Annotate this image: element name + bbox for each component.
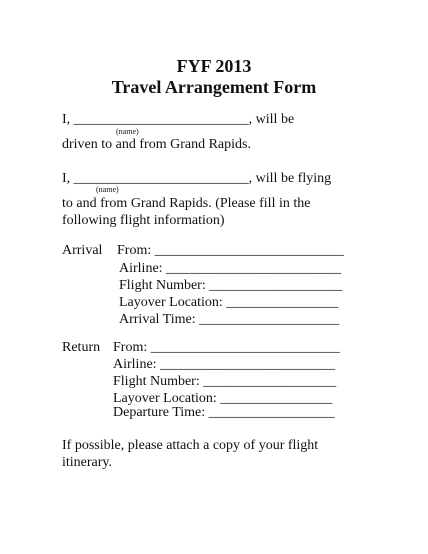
return-from-field[interactable]: From: ___________________________ xyxy=(113,340,340,355)
itinerary-note: If possible, please attach a copy of your flight xyxy=(62,438,319,453)
arrival-airline-field[interactable]: Airline: _________________________ xyxy=(119,261,342,276)
return-section-label: Return xyxy=(62,340,101,355)
itinerary-note-cont: itinerary. xyxy=(62,455,113,470)
return-flight-number-field[interactable]: Flight Number: ___________________ xyxy=(113,374,337,389)
form-subtitle: Travel Arrangement Form xyxy=(111,77,317,97)
arrival-layover-field[interactable]: Layover Location: ________________ xyxy=(119,295,339,310)
driven-name-line[interactable]: I, _________________________, will be xyxy=(62,112,295,127)
flying-description-cont: following flight information) xyxy=(62,213,225,228)
arrival-time-field[interactable]: Arrival Time: ____________________ xyxy=(119,312,340,327)
return-time-field[interactable]: Departure Time: __________________ xyxy=(113,405,335,420)
driven-description: driven to and from Grand Rapids. xyxy=(62,137,251,152)
return-layover-field[interactable]: Layover Location: ________________ xyxy=(113,391,333,406)
form-title: FYF 2013 xyxy=(176,56,252,76)
arrival-flight-number-field[interactable]: Flight Number: ___________________ xyxy=(119,278,343,293)
driven-name-hint: (name) xyxy=(116,127,139,136)
flying-name-line[interactable]: I, _________________________, will be flying xyxy=(62,171,332,186)
arrival-section-label: Arrival xyxy=(62,243,103,258)
flying-name-hint: (name) xyxy=(96,185,119,194)
flying-description: to and from Grand Rapids. (Please fill in the xyxy=(62,196,311,211)
arrival-from-field[interactable]: From: ___________________________ xyxy=(117,243,344,258)
return-airline-field[interactable]: Airline: _________________________ xyxy=(113,357,336,372)
